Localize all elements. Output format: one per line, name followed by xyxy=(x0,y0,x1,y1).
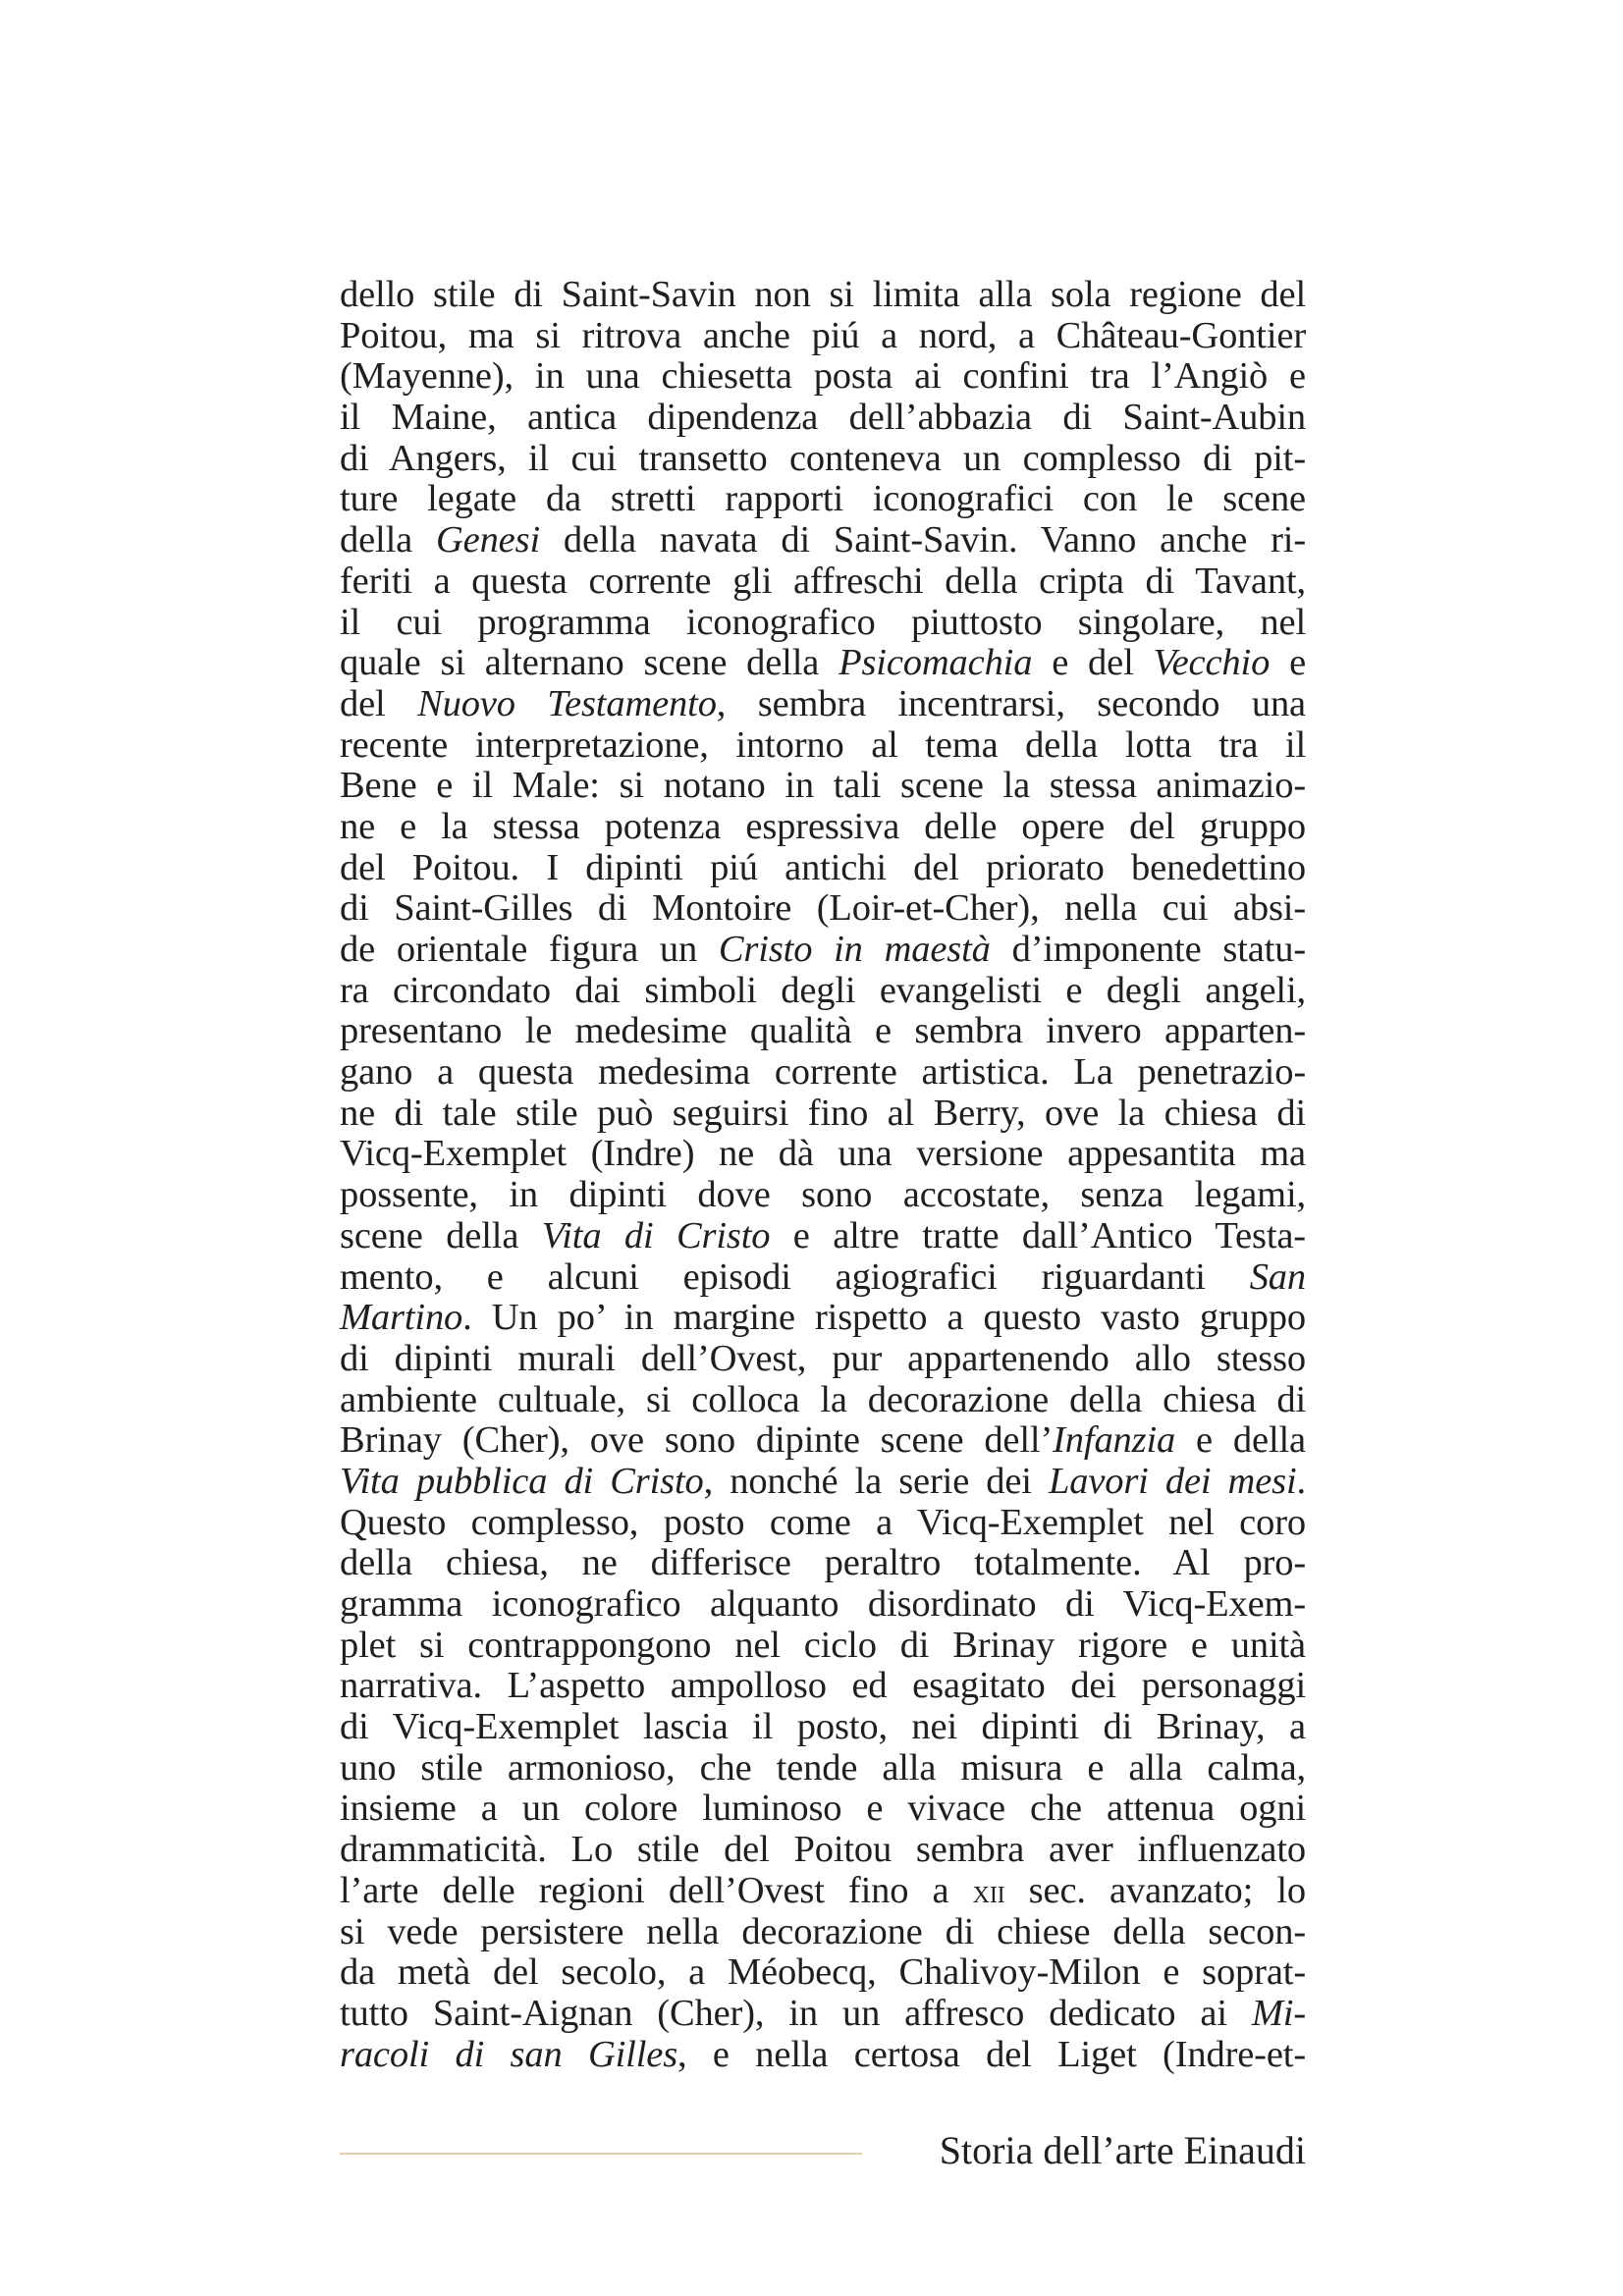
text-segment: di Saint-Gilles di Montoire (Loir-et-Cher), nella cui absi- xyxy=(340,887,1306,930)
text-segment: e altre tratte dall’Antico Testa- xyxy=(770,1214,1306,1256)
text-segment: da metà del secolo, a Méobecq, Chalivoy-Milon e soprat- xyxy=(340,1951,1306,1994)
text-line xyxy=(340,1871,1306,1912)
text-line xyxy=(340,1298,1306,1339)
small-caps-text: xii xyxy=(972,1873,1005,1910)
text-segment: ne e la stessa potenza espressiva delle opere del gruppo xyxy=(340,805,1306,847)
text-line xyxy=(340,1462,1306,1503)
text-line xyxy=(340,1175,1306,1216)
text-segment: della xyxy=(340,519,436,561)
text-line xyxy=(340,1830,1306,1871)
text-line xyxy=(340,398,1306,439)
text-line xyxy=(340,1380,1306,1421)
italic-text: Genesi xyxy=(435,519,540,561)
text-line xyxy=(340,439,1306,480)
text-segment: Vicq-Exemplet (Indre) ne dà una versione appesantita ma xyxy=(340,1133,1306,1175)
text-segment: il Maine, antica dipendenza dell’abbazia di Saint-Aubin xyxy=(340,397,1306,439)
text-line xyxy=(340,1094,1306,1135)
text-line xyxy=(340,1952,1306,1994)
text-line xyxy=(340,1052,1306,1094)
text-segment: recente interpretazione, intorno al tema della lotta tra il xyxy=(340,723,1306,766)
text-line xyxy=(340,356,1306,398)
text-segment: del Poitou. I dipinti piú antichi del priorato benedettino xyxy=(340,846,1306,888)
text-line xyxy=(340,1503,1306,1544)
italic-text: Infanzia xyxy=(1053,1419,1176,1462)
text-line xyxy=(340,316,1306,357)
text-segment: il cui programma iconografico piuttosto singolare, nel xyxy=(340,601,1306,643)
text-line xyxy=(340,684,1306,725)
text-segment: mento, e alcuni episodi agiografici riguardanti xyxy=(340,1255,1250,1298)
text-line xyxy=(340,1134,1306,1175)
text-segment: della chiesa, ne differisce peraltro totalmente. Al pro- xyxy=(340,1542,1306,1584)
italic-text: Martino xyxy=(340,1297,463,1339)
text-segment: narrativa. L’aspetto ampolloso ed esagitato dei personaggi xyxy=(340,1665,1306,1707)
text-segment: , sembra incentrarsi, secondo una xyxy=(716,682,1306,724)
text-segment: feriti a questa corrente gli affreschi della cripta di Tavant, xyxy=(340,560,1306,602)
text-segment: di Vicq-Exemplet lascia il posto, nei dipinti di Brinay, a xyxy=(340,1706,1306,1748)
text-segment: . xyxy=(1296,1460,1307,1502)
text-segment: quale si alternano scene della xyxy=(340,642,839,684)
text-segment: , e nella certosa del Liget (Indre-et- xyxy=(677,2033,1307,2075)
italic-text: Vita di Cristo xyxy=(541,1214,771,1256)
text-segment: e della xyxy=(1175,1419,1306,1462)
text-segment: dello stile di Saint-Savin non si limita alla sola regione del xyxy=(340,274,1306,315)
text-segment: possente, in dipinti dove sono accostate, senza legami, xyxy=(340,1174,1306,1216)
text-line xyxy=(340,888,1306,930)
text-segment: gano a questa medesima corrente artistica. La penetrazio- xyxy=(340,1051,1306,1094)
text-line xyxy=(340,766,1306,807)
text-segment: gramma iconografico alquanto disordinato di Vicq-Exem- xyxy=(340,1583,1306,1625)
text-line xyxy=(340,2035,1306,2076)
italic-text: Nuovo Testamento xyxy=(417,682,717,724)
italic-text: Vita pubblica di Cristo xyxy=(340,1460,704,1502)
text-segment: Poitou, ma si ritrova anche piú a nord, a Château-Gontier xyxy=(340,314,1306,356)
text-line xyxy=(340,971,1306,1012)
italic-text: Psicomachia xyxy=(839,642,1033,684)
text-segment: ture legate da stretti rapporti iconografici con le scene xyxy=(340,478,1306,520)
text-line xyxy=(340,930,1306,971)
text-segment: del xyxy=(340,682,418,724)
text-segment: presentano le medesime qualità e sembra invero apparten- xyxy=(340,1010,1306,1052)
italic-text: Cristo in maestà xyxy=(718,929,991,970)
text-line xyxy=(340,561,1306,603)
text-segment: (Mayenne), in una chiesetta posta ai confini tra l’Angiò e xyxy=(340,355,1306,398)
text-line xyxy=(340,1011,1306,1052)
text-segment: insieme a un colore luminoso e vivace che attenua ogni xyxy=(340,1788,1306,1830)
text-segment: de orientale figura un xyxy=(340,929,719,970)
text-segment: sec. avanzato; lo xyxy=(1004,1869,1307,1911)
body-text xyxy=(340,275,1306,2075)
text-segment: , nonché la serie dei xyxy=(703,1460,1049,1502)
text-segment: di dipinti murali dell’Ovest, pur appartenendo allo stesso xyxy=(340,1337,1306,1379)
text-segment: ra circondato dai simboli degli evangelisti e degli angeli, xyxy=(340,969,1306,1011)
text-segment: tutto Saint-Aignan (Cher), in un affresco dedicato ai xyxy=(340,1992,1252,2034)
text-line xyxy=(340,1789,1306,1830)
text-segment: drammaticità. Lo stile del Poitou sembra aver influenzato xyxy=(340,1829,1306,1871)
text-line xyxy=(340,1707,1306,1748)
text-segment: Questo complesso, posto come a Vicq-Exemplet nel coro xyxy=(340,1501,1306,1543)
text-line xyxy=(340,1994,1306,2035)
text-line xyxy=(340,1216,1306,1257)
text-line xyxy=(340,520,1306,561)
text-line xyxy=(340,725,1306,767)
text-segment: uno stile armonioso, che tende alla misura e alla calma, xyxy=(340,1746,1306,1789)
text-line xyxy=(340,1257,1306,1299)
text-segment: ambiente cultuale, si colloca la decorazione della chiesa di xyxy=(340,1378,1306,1420)
text-line xyxy=(340,1543,1306,1584)
text-segment: . Un po’ in margine rispetto a questo vasto gruppo xyxy=(462,1297,1306,1339)
text-line xyxy=(340,1626,1306,1667)
text-line xyxy=(340,1339,1306,1380)
text-line xyxy=(340,1584,1306,1626)
text-line xyxy=(340,1420,1306,1462)
text-segment: plet si contrappongono nel ciclo di Brinay rigore e unità xyxy=(340,1624,1306,1666)
text-line xyxy=(340,643,1306,684)
text-line xyxy=(340,807,1306,848)
italic-text: Vecchio xyxy=(1153,642,1271,684)
text-segment: si vede persistere nella decorazione di chiese della secon- xyxy=(340,1910,1306,1952)
text-segment: Brinay (Cher), ove sono dipinte scene dell’ xyxy=(340,1419,1054,1462)
text-segment: Bene e il Male: si notano in tali scene la stessa animazio- xyxy=(340,765,1306,807)
text-segment: della navata di Saint-Savin. Vanno anche ri- xyxy=(540,519,1306,561)
footer-label: Storia dell’arte Einaudi xyxy=(939,2128,1306,2172)
text-segment: e del xyxy=(1032,642,1154,684)
text-segment: e xyxy=(1270,642,1307,684)
text-segment: l’arte delle regioni dell’Ovest fino a xyxy=(340,1869,973,1911)
text-line xyxy=(340,1666,1306,1707)
text-line xyxy=(340,1912,1306,1953)
italic-text: racoli di san Gilles xyxy=(340,2033,678,2075)
text-line xyxy=(340,603,1306,644)
italic-text: Lavori dei mesi xyxy=(1048,1460,1297,1502)
text-segment: ne di tale stile può seguirsi fino al Berry, ove la chiesa di xyxy=(340,1092,1306,1134)
italic-text: San xyxy=(1249,1255,1306,1298)
text-line xyxy=(340,1748,1306,1789)
text-segment: di Angers, il cui transetto conteneva un complesso di pit- xyxy=(340,437,1306,479)
text-line xyxy=(340,479,1306,520)
text-line xyxy=(340,848,1306,889)
text-line xyxy=(340,275,1306,316)
text-segment: d’imponente statu- xyxy=(990,929,1306,970)
footer-rule xyxy=(340,2153,862,2155)
italic-text: Mi- xyxy=(1251,1992,1306,2034)
text-segment: scene della xyxy=(340,1214,542,1256)
